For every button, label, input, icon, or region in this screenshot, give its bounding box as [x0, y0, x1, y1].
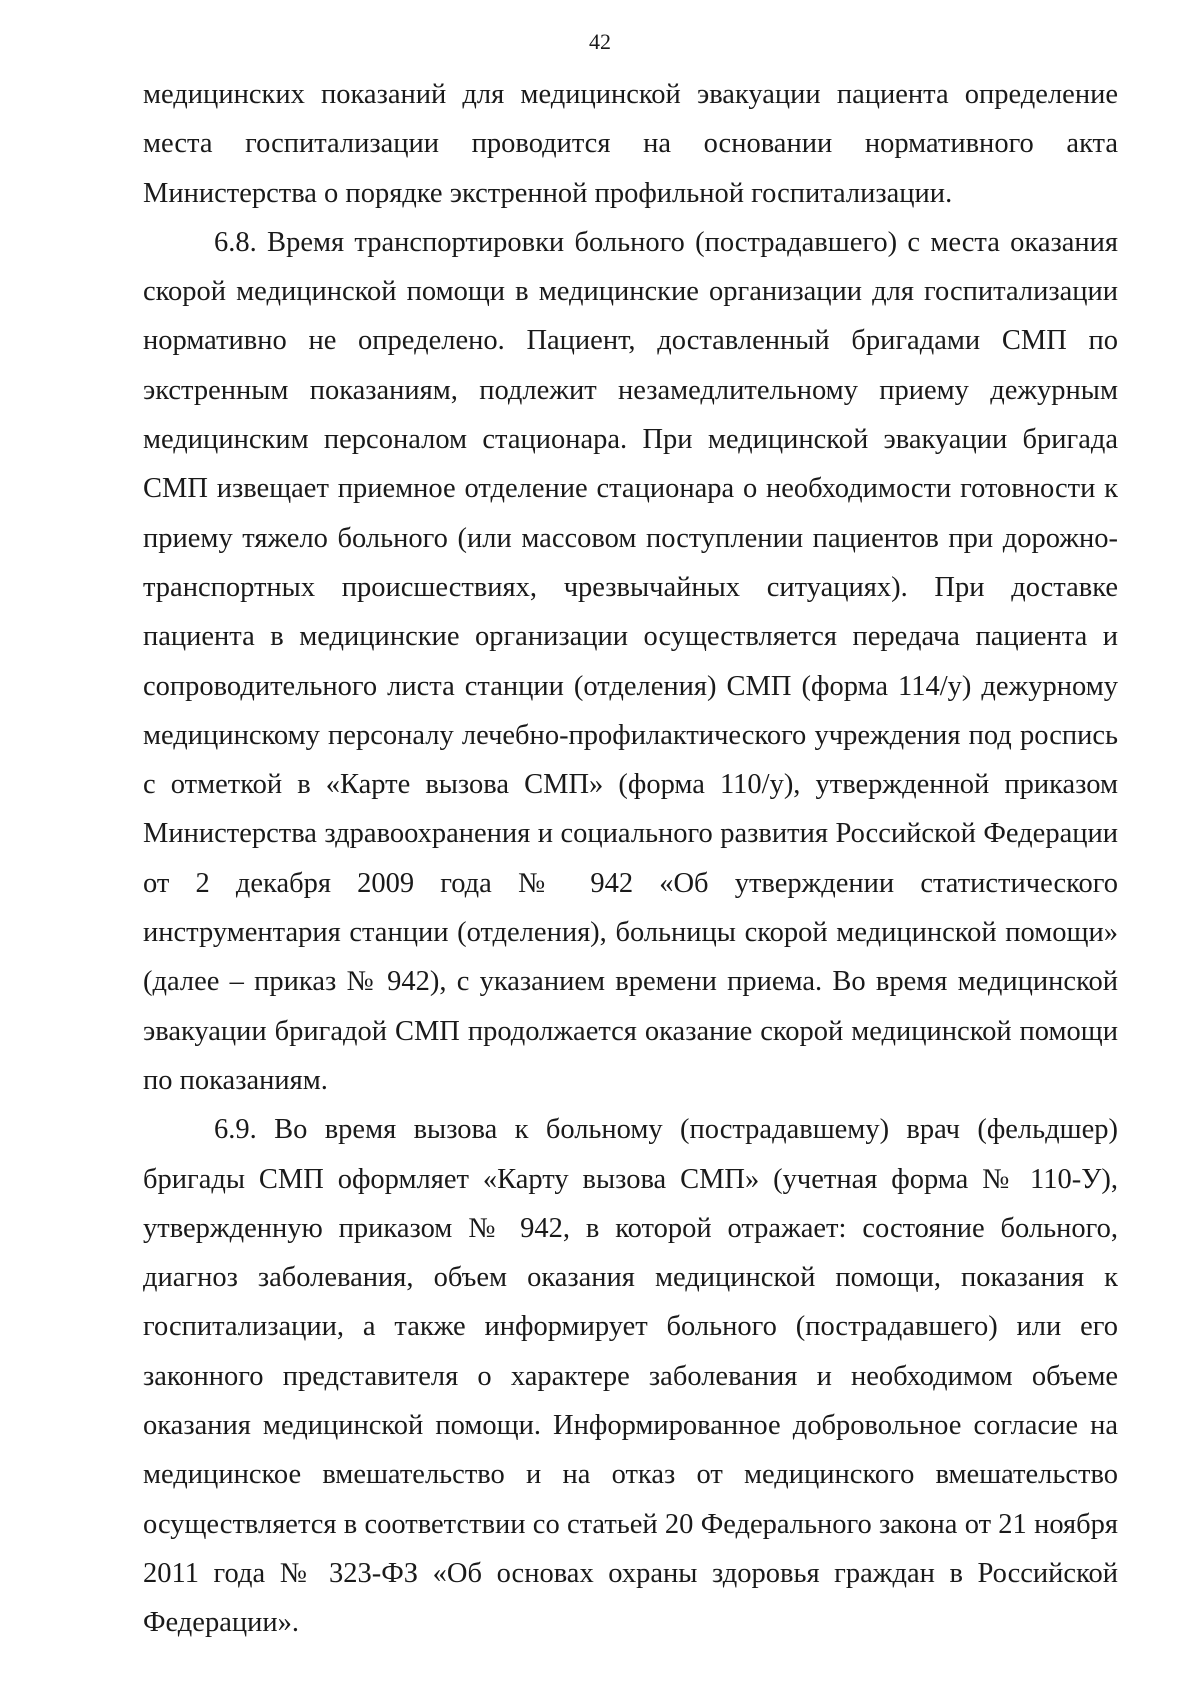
document-body	[143, 70, 1118, 1648]
paragraph-continuation: медицинских показаний для медицинской эвакуации пациента определение места госпитализации проводится на основании нормативного акта Министерства о порядке экстренной профильной госпитализации.	[143, 79, 1118, 209]
page-number: 42	[589, 29, 611, 54]
paragraph-6-8: 6.8. Время транспортировки больного (пострадавшего) с места оказания скорой медицинской помощи в медицинские организации для госпитализации нормативно не определено. Пациент, доставленный бригадами СМП по экстренным показаниям, подлежит незамедлительному приему дежурным медицинским персоналом стационара. При медицинской эвакуации бригада СМП извещает приемное отделение стационара о необходимости готовности к приему тяжело больного (или массовом поступлении пациентов при дорожно-транспортных происшествиях, чрезвычайных ситуациях). При доставке пациента в медицинские организации осуществляется передача пациента и сопроводительного листа станции (отделения) СМП (форма 114/у) дежурному медицинскому персоналу лечебно-профилактического учреждения под роспись с отметкой в «Карте вызова СМП» (форма 110/у), утвержденной приказом Министерства здравоохранения и социального развития Российской Федерации от 2 декабря 2009 года № 942 «Об утверждении статистического инструментария станции (отделения), больницы скорой медицинской помощи» (далее – приказ № 942), с указанием времени приема. Во время медицинской эвакуации бригадой СМП продолжается оказание скорой медицинской помощи по показаниям.	[143, 226, 1118, 1096]
paragraph-6-9: 6.9. Во время вызова к больному (пострадавшему) врач (фельдшер) бригады СМП оформляет «Карту вызова СМП» (учетная форма № 110-У), утвержденную приказом № 942, в которой отражает: состояние больного, диагноз заболевания, объем оказания медицинской помощи, показания к госпитализации, а также информирует больного (пострадавшего) или его законного представителя о характере заболевания и необходимом объеме оказания медицинской помощи. Информированное добровольное согласие на медицинское вмешательство и на отказ от медицинского вмешательство осуществляется в соответствии со статьей 20 Федерального закона от 21 ноября 2011 года № 323-ФЗ «Об основах охраны здоровья граждан в Российской Федерации».	[143, 1114, 1118, 1639]
